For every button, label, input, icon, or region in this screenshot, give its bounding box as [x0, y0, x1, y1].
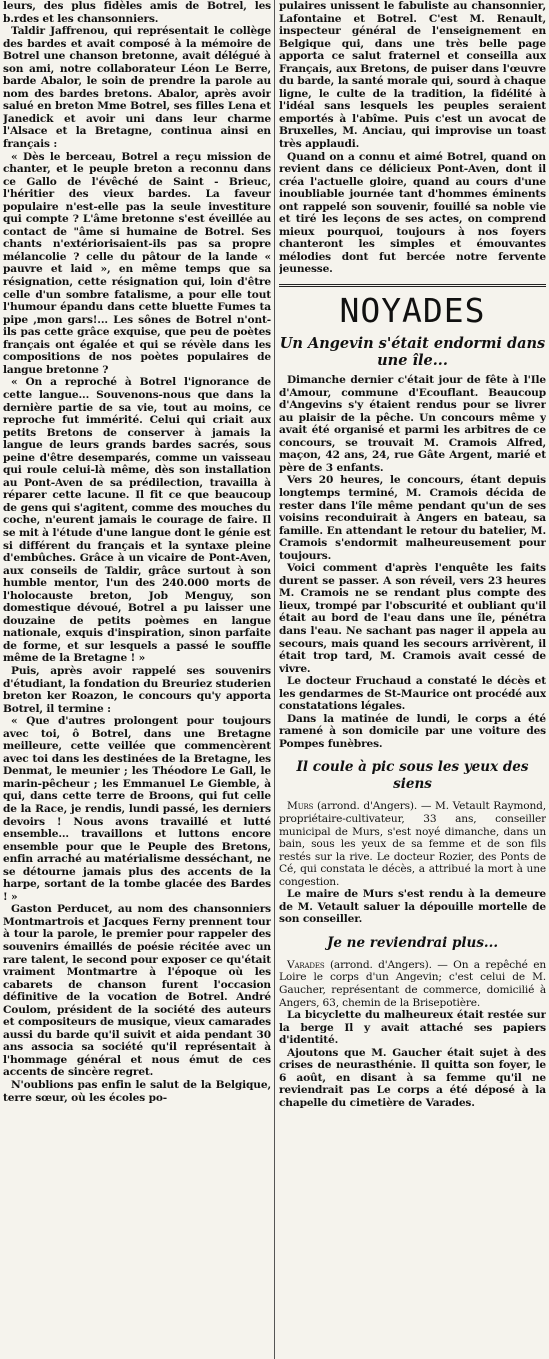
- article-paragraph: Ajoutons que M. Gaucher était sujet à des crises de neurasthénie. Il quitta son foyer, le 6 août, en disant à sa femme qu'il ne reviendrait pas Le corps a été déposé à la chapelle du cimetière de Varades.: [279, 1046, 546, 1109]
- article-paragraph: Quand on a connu et aimé Botrel, quand on revient dans ce délicieux Pont-Aven, dont il créa l'actuelle gloire, quand au cours d'une inoubliable journée tant d'hommes éminents ont rappelé son souvenir, fouillé sa noble vie et tiré les leçons de ses actes, on comprend mieux pourquoi, toujours à nos foyers chanteront les simples et émouvantes mélodies dont fut bercée notre fervente jeunesse.: [279, 150, 546, 276]
- article-paragraph: « On a reproché à Botrel l'ignorance de cette langue... Souvenons-nous que dans la dernière partie de sa vie, tout au moins, ce reproche fut immérité. Celui qui criait aux petits Bretons de conserver à jamais la langue de leurs grands bardes sacrés, sous peine d'être desemparés, comme un vaisseau qui roule celui-là même, dès son installation au Pont-Aven de sa prédilection, travailla à réparer cette lacune. Il fit ce que beaucoup de gens qui s'agitent, comme des mouches du coche, n'eurent jamais le courage de faire. Il se mit à l'étude d'une langue dont le génie est si différent du français et la syntaxe pleine d'embûches. Grâce à un vicaire de Pont-Aven, aux conseils de Taldir, grâce surtout à son humble mentor, l'un des 240.000 morts de l'holocauste breton, Job Menguy, son domestique dévoué, Botrel a pu laisser une douzaine de petits poèmes en langue nationale, exquis d'inspiration, sinon parfaite de forme, et sur lesquels a passé le souffle même de la Bretagne ! »: [3, 376, 271, 665]
- article-paragraph: N'oublions pas enfin le salut de la Belgique, terre sœur, où les écoles po-: [3, 1079, 271, 1104]
- column-divider: [274, 0, 275, 1359]
- article-paragraph: La bicyclette du malheureux était restée sur la berge Il y avait attaché ses papiers d'identité.: [279, 1009, 546, 1047]
- article-paragraph: Dans la matinée de lundi, le corps a été ramené à son domicile par une voiture des Pompes funèbres.: [279, 712, 546, 750]
- paragraph-text: (arrond. d'Angers). — M. Vetault Raymond, propriétaire-cultivateur, 33 ans, conseiller municipal de Murs, s'est noyé dimanche, dans un bain, sous les yeux de sa femme et de son fils restés sur la rive. Le docteur Rozier, des Ponts de Cé, qui constata le décès, a attribué la mort à une congestion.: [279, 800, 546, 888]
- story-title: Il coule à pic sous les yeux des siens: [296, 759, 529, 793]
- story-title: Un Angevin s'était endormi dans une île...: [279, 335, 546, 370]
- left-column: [3, 0, 271, 1359]
- article-paragraph: « Que d'autres prolongent pour toujours avec toi, ô Botrel, dans une Bretagne meilleure, cette veillée que commencèrent avec toi dans les destinées de la Bretagne, les Denmat, le meunier ; les Théodore Le Gall, le marin-pêcheur ; les Emmanuel Le Giemble, à qui, dans cette terre de Broons, qui fut celle de la Race, je rendis, lundi passé, les derniers devoirs ! Nous avons travaillé et lutté ensemble... travaillons et luttons encore ensemble pour que le Peuple des Bretons, enfin arraché au matérialisme desséchant, ne se détourne jamais plus des accents de la harpe, sortant de la tombe glacée des Bardes ! »: [3, 715, 271, 903]
- article-paragraph: leurs, des plus fidèles amis de Botrel, les b.rdes et les chansonniers.: [3, 0, 271, 25]
- article-paragraph: Puis, après avoir rappelé ses souvenirs d'étudiant, la fondation du Breuriez studerien breton ker Roazon, le concours qu'y apporta Botrel, il termine :: [3, 664, 271, 715]
- paragraph-text: (arrond. d'Angers). — On a repêché en Loire le corps d'un Angevin; c'est celui de M. Gaucher, représentant de commerce, domicilié à Angers, 63, chemin de la Brisepotière.: [279, 958, 546, 1009]
- article-paragraph: Dimanche dernier c'était jour de fête à l'Ile d'Amour, commune d'Ecouflant. Beaucoup d'Angevins s'y étaient rendus pour se livrer au plaisir de la pêche. Un concours même y avait été organisé et parmi les arbitres de ce concours, se trouvait M. Cramois Alfred, maçon, 42 ans, 24, rue Gâte Argent, marié et père de 3 enfants.: [279, 374, 546, 474]
- article-paragraph: « Dès le berceau, Botrel a reçu mission de chanter, et le peuple breton a reconnu dans ce Gallo de l'évêché de Saint - Brieuc, l'héritier des vieux bardes. La faveur populaire n'est-elle pas la seule investiture qui compte ? L'âme bretonne s'est éveillée au contact de "âme si humaine de Botrel. Ses chants n'extériorisaient-ils pas sa propre mélancolie ? celle du pâtour de la lande « pauvre et laid », en même temps que sa résignation, cette résignation qui, loin d'être celle d'un sombre fatalisme, a pour elle tout l'humour épandu dans cette bluette Fumes ta pipe ,mon gars!... Les sônes de Botrel n'ont-ils pas cette grâce exquise, que peu de poètes français ont égalée et qui se révèle dans les compositions de nos poètes populaires de langue bretonne ?: [3, 150, 271, 376]
- article-paragraph: Le maire de Murs s'est rendu à la demeure de M. Vetault saluer la dépouille mortelle de son conseiller.: [279, 888, 546, 926]
- article-paragraph: [279, 959, 546, 1009]
- article-paragraph: Le docteur Fruchaud a constaté le décès et les gendarmes de St-Maurice ont procédé aux constatations légales.: [279, 675, 546, 713]
- article-paragraph: Gaston Perducet, au nom des chansonniers Montmartrois et Jacques Ferny prennent tour à tour la parole, le premier pour rappeler des souvenirs émaillés de poésie récitée avec un rare talent, le second pour exposer ce qu'était vraiment Montmartre à l'époque où les cabarets de chanson furent l'occasion définitive de la vocation de Botrel. André Coulom, président de la société des auteurs et compositeurs de musique, vieux camarades aussi du barde qu'il suivit et aida pendant 30 ans associa sa société qu'il représentait à l'hommage général et nous émut de ces accents de sincère regret.: [3, 903, 271, 1079]
- story-title: Je ne reviendrai plus...: [326, 934, 499, 951]
- article-paragraph: Taldir Jaffrenou, qui représentait le collège des bardes et avait composé à la mémoire de Botrel une chanson bretonne, avait délégué à son ami, notre collaborateur Léon Le Berre, barde Abalor, le soin de prendre la parole au nom des bardes bretons. Abalor, après avoir salué en breton Mme Botrel, ses filles Lena et Janedick et avoir uni dans leur charme l'Alsace et la Bretagne, continua ainsi en français :: [3, 25, 271, 151]
- dateline: Murs: [287, 800, 314, 813]
- article-paragraph: Vers 20 heures, le concours, étant depuis longtemps terminé, M. Cramois décida de rester dans l'île même pendant qu'un de ses voisins reconduirait à Angers en bateau, sa famille. En attendant le retour du batelier, M. Cramois s'endormit malheureusement pour toujours.: [279, 474, 546, 562]
- article-paragraph: [279, 800, 546, 888]
- article-paragraph: Voici comment d'après l'enquête les faits durent se passer. A son réveil, vers 23 heures M. Cramois ne se rendant plus compte des lieux, trompé par l'obscurité et oubliant qu'il était au bord de l'eau dans une île, pénétra dans l'eau. Ne sachant pas nager il appela au secours, mais quand les secours arrivèrent, il était trop tard, M. Cramois avait cessé de vivre.: [279, 562, 546, 675]
- article-paragraph: pulaires unissent le fabuliste au chansonnier, Lafontaine et Botrel. C'est M. Renault, inspecteur général de l'enseignement en Belgique qui, dans une très belle page apporta ce salut fraternel et conseilla aux Français, aux Bretons, de puiser dans l'œuvre du barde, la santé morale qui, sourd à chaque ligne, le culte de la tradition, la fidélité à l'idéal sans lesquels les peuples seraient emportés à l'abîme. Puis c'est un avocat de Bruxelles, M. Anciau, qui improvise un toast très applaudi.: [279, 0, 546, 151]
- dateline: Varades: [287, 958, 325, 971]
- section-headline: NOYADES: [279, 284, 546, 331]
- right-column: [279, 0, 546, 1359]
